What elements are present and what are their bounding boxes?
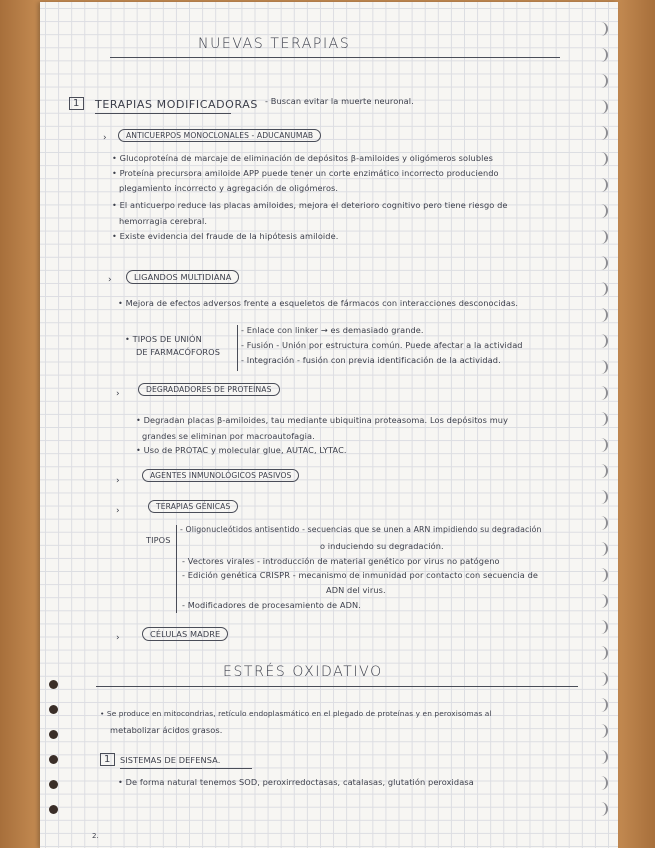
bullet: • Proteína precursora amiloide APP puede tener un corte enzimático incorrecto produciendo (112, 168, 499, 178)
heading-underline (95, 113, 231, 114)
section-heading: TERAPIAS MODIFICADORAS (95, 98, 258, 111)
section-note: - Buscan evitar la muerte neuronal. (265, 96, 414, 106)
bullet-continuation: grandes se eliminan por macroautofagia. (142, 431, 315, 441)
chevron-right-icon: › (103, 133, 107, 143)
type-item: - Enlace con linker → es demasiado grande. (241, 325, 424, 335)
bracket-line (176, 525, 177, 613)
gene-item: - Edición genética CRISPR - mecanismo de inmunidad por contacto con secuencia de (182, 570, 539, 580)
spiral-binding (580, 0, 620, 848)
gene-item-continuation: o induciendo su degradación. (320, 541, 444, 551)
chevron-right-icon: › (116, 633, 120, 643)
title-underline (110, 57, 560, 58)
gene-item-continuation: ADN del virus. (326, 585, 386, 595)
bracket-line (237, 325, 238, 371)
bullet: • Glucoproteína de marcaje de eliminación de depósitos β-amiloides y oligómeros solubles (112, 153, 493, 163)
bullet: • Existe evidencia del fraude de la hipótesis amiloide. (112, 231, 339, 241)
chevron-right-icon: › (116, 476, 120, 486)
subheading-immuno: AGENTES INMUNOLÓGICOS PASIVOS (142, 469, 299, 482)
page-number: 2. (92, 832, 99, 840)
subheading-antibodies: ANTICUERPOS MONOCLONALES - ADUCANUMAB (118, 129, 321, 142)
subheading-ligands: LIGANDOS MULTIDIANA (126, 270, 239, 284)
section-number: 1 (69, 97, 84, 110)
punch-holes (40, 0, 60, 848)
bullet: • Uso de PROTAC y molecular glue, AUTAC, LYTAC. (136, 445, 347, 455)
gene-types-label: TIPOS (146, 535, 171, 545)
gene-item: - Oligonucleótidos antisentido - secuencias que se unen a ARN impidiendo su degradación (180, 525, 542, 534)
bullet: • Mejora de efectos adversos frente a esqueletos de fármacos con interacciones desconocidas. (118, 298, 519, 308)
subheading-degraders: DEGRADADORES DE PROTEÍNAS (138, 383, 280, 396)
heading-underline (96, 686, 578, 687)
type-item: - Fusión - Unión por estructura común. Puede afectar a la actividad (241, 340, 523, 350)
bullet: • Degradan placas β-amiloides, tau mediante ubiquitina proteasoma. Los depósitos muy (136, 415, 509, 425)
gene-item: - Modificadores de procesamiento de ADN. (182, 600, 361, 610)
types-label: DE FARMACÓFOROS (136, 347, 220, 357)
subheading-gene: TERAPIAS GÉNICAS (148, 500, 238, 513)
chevron-right-icon: › (108, 275, 112, 285)
subsection-underline (120, 768, 252, 769)
section-number: 1 (100, 753, 115, 766)
subheading-stem-cells: CÉLULAS MADRE (142, 627, 228, 641)
section-heading-oxidative: ESTRÉS OXIDATIVO (223, 664, 383, 680)
bullet: • De forma natural tenemos SOD, peroxirredoctasas, catalasas, glutatión peroxidasa (118, 777, 474, 787)
bullet-continuation: plegamiento incorrecto y agregación de oligómeros. (119, 183, 339, 193)
paragraph: • Se produce en mitocondrias, retículo endoplasmático en el plegado de proteínas y en peroxisomas al (100, 709, 492, 718)
bullet: • El anticuerpo reduce las placas amiloides, mejora el deterioro cognitivo pero tiene riesgo de (112, 200, 508, 210)
paragraph-continuation: metabolizar ácidos grasos. (110, 725, 223, 735)
type-item: - Integración - fusión con previa identificación de la actividad. (241, 355, 501, 365)
gene-item: - Vectores virales - introducción de material genético por virus no patógeno (182, 556, 500, 566)
bullet-continuation: hemorragia cerebral. (119, 216, 208, 226)
page-title: NUEVAS TERAPIAS (198, 36, 351, 52)
chevron-right-icon: › (116, 506, 120, 516)
subsection-heading: SISTEMAS DE DEFENSA. (120, 755, 221, 765)
types-label: • TIPOS DE UNIÓN (125, 334, 202, 344)
chevron-right-icon: › (116, 389, 120, 399)
